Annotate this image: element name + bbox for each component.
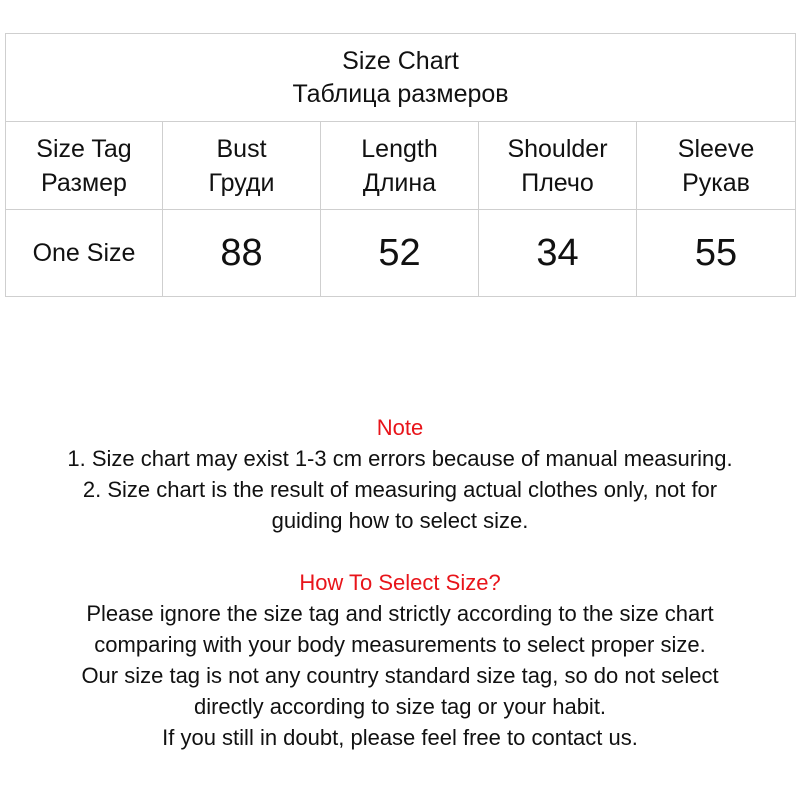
cell-bust: 88	[163, 210, 321, 297]
cell-length: 52	[321, 210, 479, 297]
column-header-length	[321, 122, 479, 210]
column-header-ru: Груди	[208, 168, 275, 197]
column-header-en: Size Tag	[36, 134, 132, 163]
cell-size-tag: One Size	[6, 210, 163, 297]
column-header-bust	[163, 122, 321, 210]
note-heading: Note	[376, 415, 424, 440]
column-header-ru: Длина	[362, 168, 437, 197]
cell-sleeve: 55	[637, 210, 796, 297]
spacer	[0, 536, 800, 567]
table-title	[6, 34, 796, 122]
column-header-ru: Рукав	[682, 168, 750, 197]
column-header-en: Sleeve	[677, 134, 755, 163]
note-line: guiding how to select size.	[271, 508, 529, 533]
table-row	[6, 210, 796, 297]
column-header-en: Shoulder	[507, 134, 608, 163]
column-header-en: Length	[361, 134, 438, 163]
column-header-size-tag	[6, 122, 163, 210]
table-title-ru: Таблица размеров	[292, 79, 509, 108]
select-size-line: Our size tag is not any country standard size tag, so do not select	[81, 663, 719, 688]
size-chart-table	[5, 33, 796, 297]
column-header-sleeve	[637, 122, 796, 210]
select-size-line: Please ignore the size tag and strictly according to the size chart	[86, 601, 714, 626]
column-header-en: Bust	[216, 134, 267, 163]
column-header-shoulder	[479, 122, 637, 210]
column-header-ru: Размер	[41, 168, 127, 197]
select-size-line: directly according to size tag or your habit.	[193, 694, 607, 719]
table-title-en: Size Chart	[342, 46, 459, 75]
note-line: 1. Size chart may exist 1-3 cm errors because of manual measuring.	[67, 446, 733, 471]
cell-shoulder: 34	[479, 210, 637, 297]
select-size-line: comparing with your body measurements to select proper size.	[94, 632, 706, 657]
select-size-heading: How To Select Size?	[299, 570, 501, 595]
select-size-line: If you still in doubt, please feel free to contact us.	[162, 725, 638, 750]
title-row	[6, 34, 796, 122]
header-row	[6, 122, 796, 210]
notes-section	[0, 412, 800, 753]
note-line: 2. Size chart is the result of measuring actual clothes only, not for	[82, 477, 718, 502]
column-header-ru: Плечо	[521, 168, 594, 197]
